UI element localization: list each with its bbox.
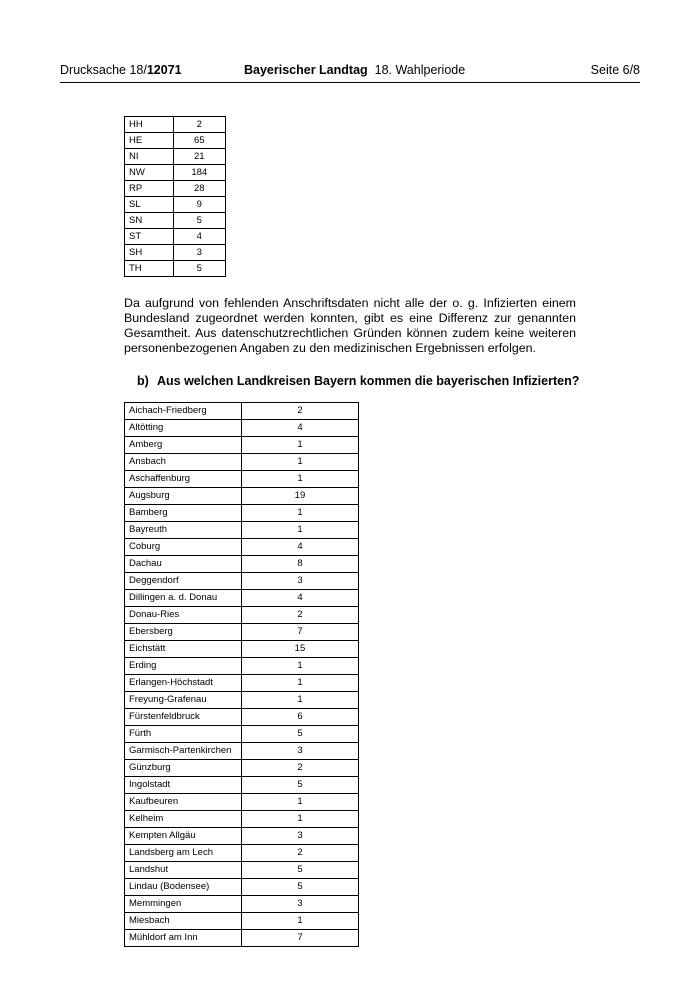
district-row-count: 19 bbox=[241, 488, 358, 505]
question-heading bbox=[137, 374, 579, 388]
district-row bbox=[125, 896, 359, 913]
state-row-count: 5 bbox=[173, 261, 225, 277]
district-row bbox=[125, 726, 359, 743]
header-institution: Bayerischer Landtag 18. Wahlperiode bbox=[244, 63, 466, 77]
district-row bbox=[125, 556, 359, 573]
district-row bbox=[125, 811, 359, 828]
state-row-label: NI bbox=[125, 149, 174, 165]
district-row bbox=[125, 658, 359, 675]
state-row-count: 28 bbox=[173, 181, 225, 197]
district-row bbox=[125, 675, 359, 692]
district-row-count: 6 bbox=[241, 709, 358, 726]
district-row-count: 5 bbox=[241, 726, 358, 743]
district-row bbox=[125, 930, 359, 947]
district-row bbox=[125, 845, 359, 862]
district-row bbox=[125, 590, 359, 607]
state-row-label: HH bbox=[125, 117, 174, 133]
district-row-label: Aschaffenburg bbox=[125, 471, 242, 488]
page-number: Seite 6/8 bbox=[590, 63, 640, 77]
district-row bbox=[125, 913, 359, 930]
district-row bbox=[125, 454, 359, 471]
state-row-count: 2 bbox=[173, 117, 225, 133]
district-row-count: 2 bbox=[241, 403, 358, 420]
district-row bbox=[125, 539, 359, 556]
district-row-count: 2 bbox=[241, 845, 358, 862]
district-row-count: 3 bbox=[241, 896, 358, 913]
state-row-count: 5 bbox=[173, 213, 225, 229]
document-number: Drucksache 18/12071 bbox=[60, 63, 182, 77]
page-header bbox=[60, 63, 640, 81]
district-row-count: 5 bbox=[241, 879, 358, 896]
district-row bbox=[125, 760, 359, 777]
district-row bbox=[125, 641, 359, 658]
district-row-count: 5 bbox=[241, 862, 358, 879]
district-row bbox=[125, 573, 359, 590]
district-row-count: 2 bbox=[241, 607, 358, 624]
district-row bbox=[125, 777, 359, 794]
district-row-label: Ansbach bbox=[125, 454, 242, 471]
district-row bbox=[125, 709, 359, 726]
question-text: Aus welchen Landkreisen Bayern kommen die bayerischen Infizierten? bbox=[157, 374, 580, 388]
district-row-count: 3 bbox=[241, 828, 358, 845]
state-row-count: 184 bbox=[173, 165, 225, 181]
state-row bbox=[125, 117, 226, 133]
district-row-count: 1 bbox=[241, 811, 358, 828]
district-row-label: Freyung-Grafenau bbox=[125, 692, 242, 709]
explanation-paragraph: Da aufgrund von fehlenden Anschriftsdaten nicht alle der o. g. Infizierten einem Bundesland zugeordnet werden konnten, gibt es eine Differenz zur genannten Gesamtheit. Aus datenschutzrechtlichen Gründen können zudem keine weiteren personenbezogenen Angaben zu den medizinischen Ergebnissen erfolgen. bbox=[124, 296, 576, 355]
district-row-label: Bamberg bbox=[125, 505, 242, 522]
district-row-label: Fürstenfeldbruck bbox=[125, 709, 242, 726]
district-row bbox=[125, 471, 359, 488]
state-row bbox=[125, 229, 226, 245]
state-row bbox=[125, 165, 226, 181]
district-row-label: Donau-Ries bbox=[125, 607, 242, 624]
state-row bbox=[125, 197, 226, 213]
district-row-count: 4 bbox=[241, 420, 358, 437]
district-row-count: 2 bbox=[241, 760, 358, 777]
state-row-label: TH bbox=[125, 261, 174, 277]
district-row-label: Memmingen bbox=[125, 896, 242, 913]
state-row bbox=[125, 181, 226, 197]
district-row-label: Erlangen-Höchstadt bbox=[125, 675, 242, 692]
district-row-count: 1 bbox=[241, 437, 358, 454]
district-row-label: Amberg bbox=[125, 437, 242, 454]
district-row-label: Aichach-Friedberg bbox=[125, 403, 242, 420]
district-row-label: Fürth bbox=[125, 726, 242, 743]
state-row-label: ST bbox=[125, 229, 174, 245]
header-divider bbox=[60, 82, 640, 83]
district-row bbox=[125, 692, 359, 709]
state-row bbox=[125, 133, 226, 149]
district-row bbox=[125, 862, 359, 879]
question-label: b) bbox=[137, 374, 149, 388]
districts-table bbox=[124, 402, 359, 947]
district-row bbox=[125, 403, 359, 420]
district-row-count: 1 bbox=[241, 692, 358, 709]
district-row bbox=[125, 794, 359, 811]
district-row-count: 1 bbox=[241, 454, 358, 471]
state-row bbox=[125, 213, 226, 229]
state-row bbox=[125, 261, 226, 277]
district-row-label: Bayreuth bbox=[125, 522, 242, 539]
state-row bbox=[125, 245, 226, 261]
district-row bbox=[125, 624, 359, 641]
district-row-count: 1 bbox=[241, 675, 358, 692]
district-row bbox=[125, 505, 359, 522]
state-row-label: NW bbox=[125, 165, 174, 181]
state-row-label: RP bbox=[125, 181, 174, 197]
district-row-label: Ingolstadt bbox=[125, 777, 242, 794]
district-row-label: Eichstätt bbox=[125, 641, 242, 658]
district-row-label: Lindau (Bodensee) bbox=[125, 879, 242, 896]
district-row-label: Günzburg bbox=[125, 760, 242, 777]
district-row-label: Altötting bbox=[125, 420, 242, 437]
district-row-label: Mühldorf am Inn bbox=[125, 930, 242, 947]
district-row-label: Kempten Allgäu bbox=[125, 828, 242, 845]
state-row-label: SH bbox=[125, 245, 174, 261]
state-row-label: SL bbox=[125, 197, 174, 213]
states-table bbox=[124, 116, 226, 277]
district-row-count: 15 bbox=[241, 641, 358, 658]
district-row-count: 1 bbox=[241, 658, 358, 675]
district-row-label: Dachau bbox=[125, 556, 242, 573]
district-row-label: Kelheim bbox=[125, 811, 242, 828]
district-row bbox=[125, 420, 359, 437]
district-row-count: 4 bbox=[241, 590, 358, 607]
state-row-label: HE bbox=[125, 133, 174, 149]
district-row bbox=[125, 879, 359, 896]
district-row bbox=[125, 743, 359, 760]
state-row-count: 65 bbox=[173, 133, 225, 149]
district-row bbox=[125, 607, 359, 624]
state-row-count: 9 bbox=[173, 197, 225, 213]
state-row bbox=[125, 149, 226, 165]
district-row-label: Augsburg bbox=[125, 488, 242, 505]
district-row-count: 3 bbox=[241, 743, 358, 760]
district-row-label: Landshut bbox=[125, 862, 242, 879]
state-row-count: 21 bbox=[173, 149, 225, 165]
district-row-label: Dillingen a. d. Donau bbox=[125, 590, 242, 607]
district-row-count: 1 bbox=[241, 522, 358, 539]
district-row-label: Miesbach bbox=[125, 913, 242, 930]
district-row-count: 7 bbox=[241, 930, 358, 947]
district-row-count: 7 bbox=[241, 624, 358, 641]
district-row-label: Erding bbox=[125, 658, 242, 675]
district-row-count: 1 bbox=[241, 913, 358, 930]
district-row bbox=[125, 828, 359, 845]
district-row-count: 8 bbox=[241, 556, 358, 573]
district-row-count: 1 bbox=[241, 471, 358, 488]
district-row bbox=[125, 522, 359, 539]
state-row-label: SN bbox=[125, 213, 174, 229]
district-row-count: 5 bbox=[241, 777, 358, 794]
district-row-label: Landsberg am Lech bbox=[125, 845, 242, 862]
district-row-label: Coburg bbox=[125, 539, 242, 556]
district-row bbox=[125, 488, 359, 505]
district-row bbox=[125, 437, 359, 454]
district-row-label: Deggendorf bbox=[125, 573, 242, 590]
district-row-label: Garmisch-Partenkirchen bbox=[125, 743, 242, 760]
district-row-count: 3 bbox=[241, 573, 358, 590]
district-row-label: Kaufbeuren bbox=[125, 794, 242, 811]
district-row-label: Ebersberg bbox=[125, 624, 242, 641]
district-row-count: 1 bbox=[241, 505, 358, 522]
district-row-count: 1 bbox=[241, 794, 358, 811]
state-row-count: 3 bbox=[173, 245, 225, 261]
district-row-count: 4 bbox=[241, 539, 358, 556]
state-row-count: 4 bbox=[173, 229, 225, 245]
